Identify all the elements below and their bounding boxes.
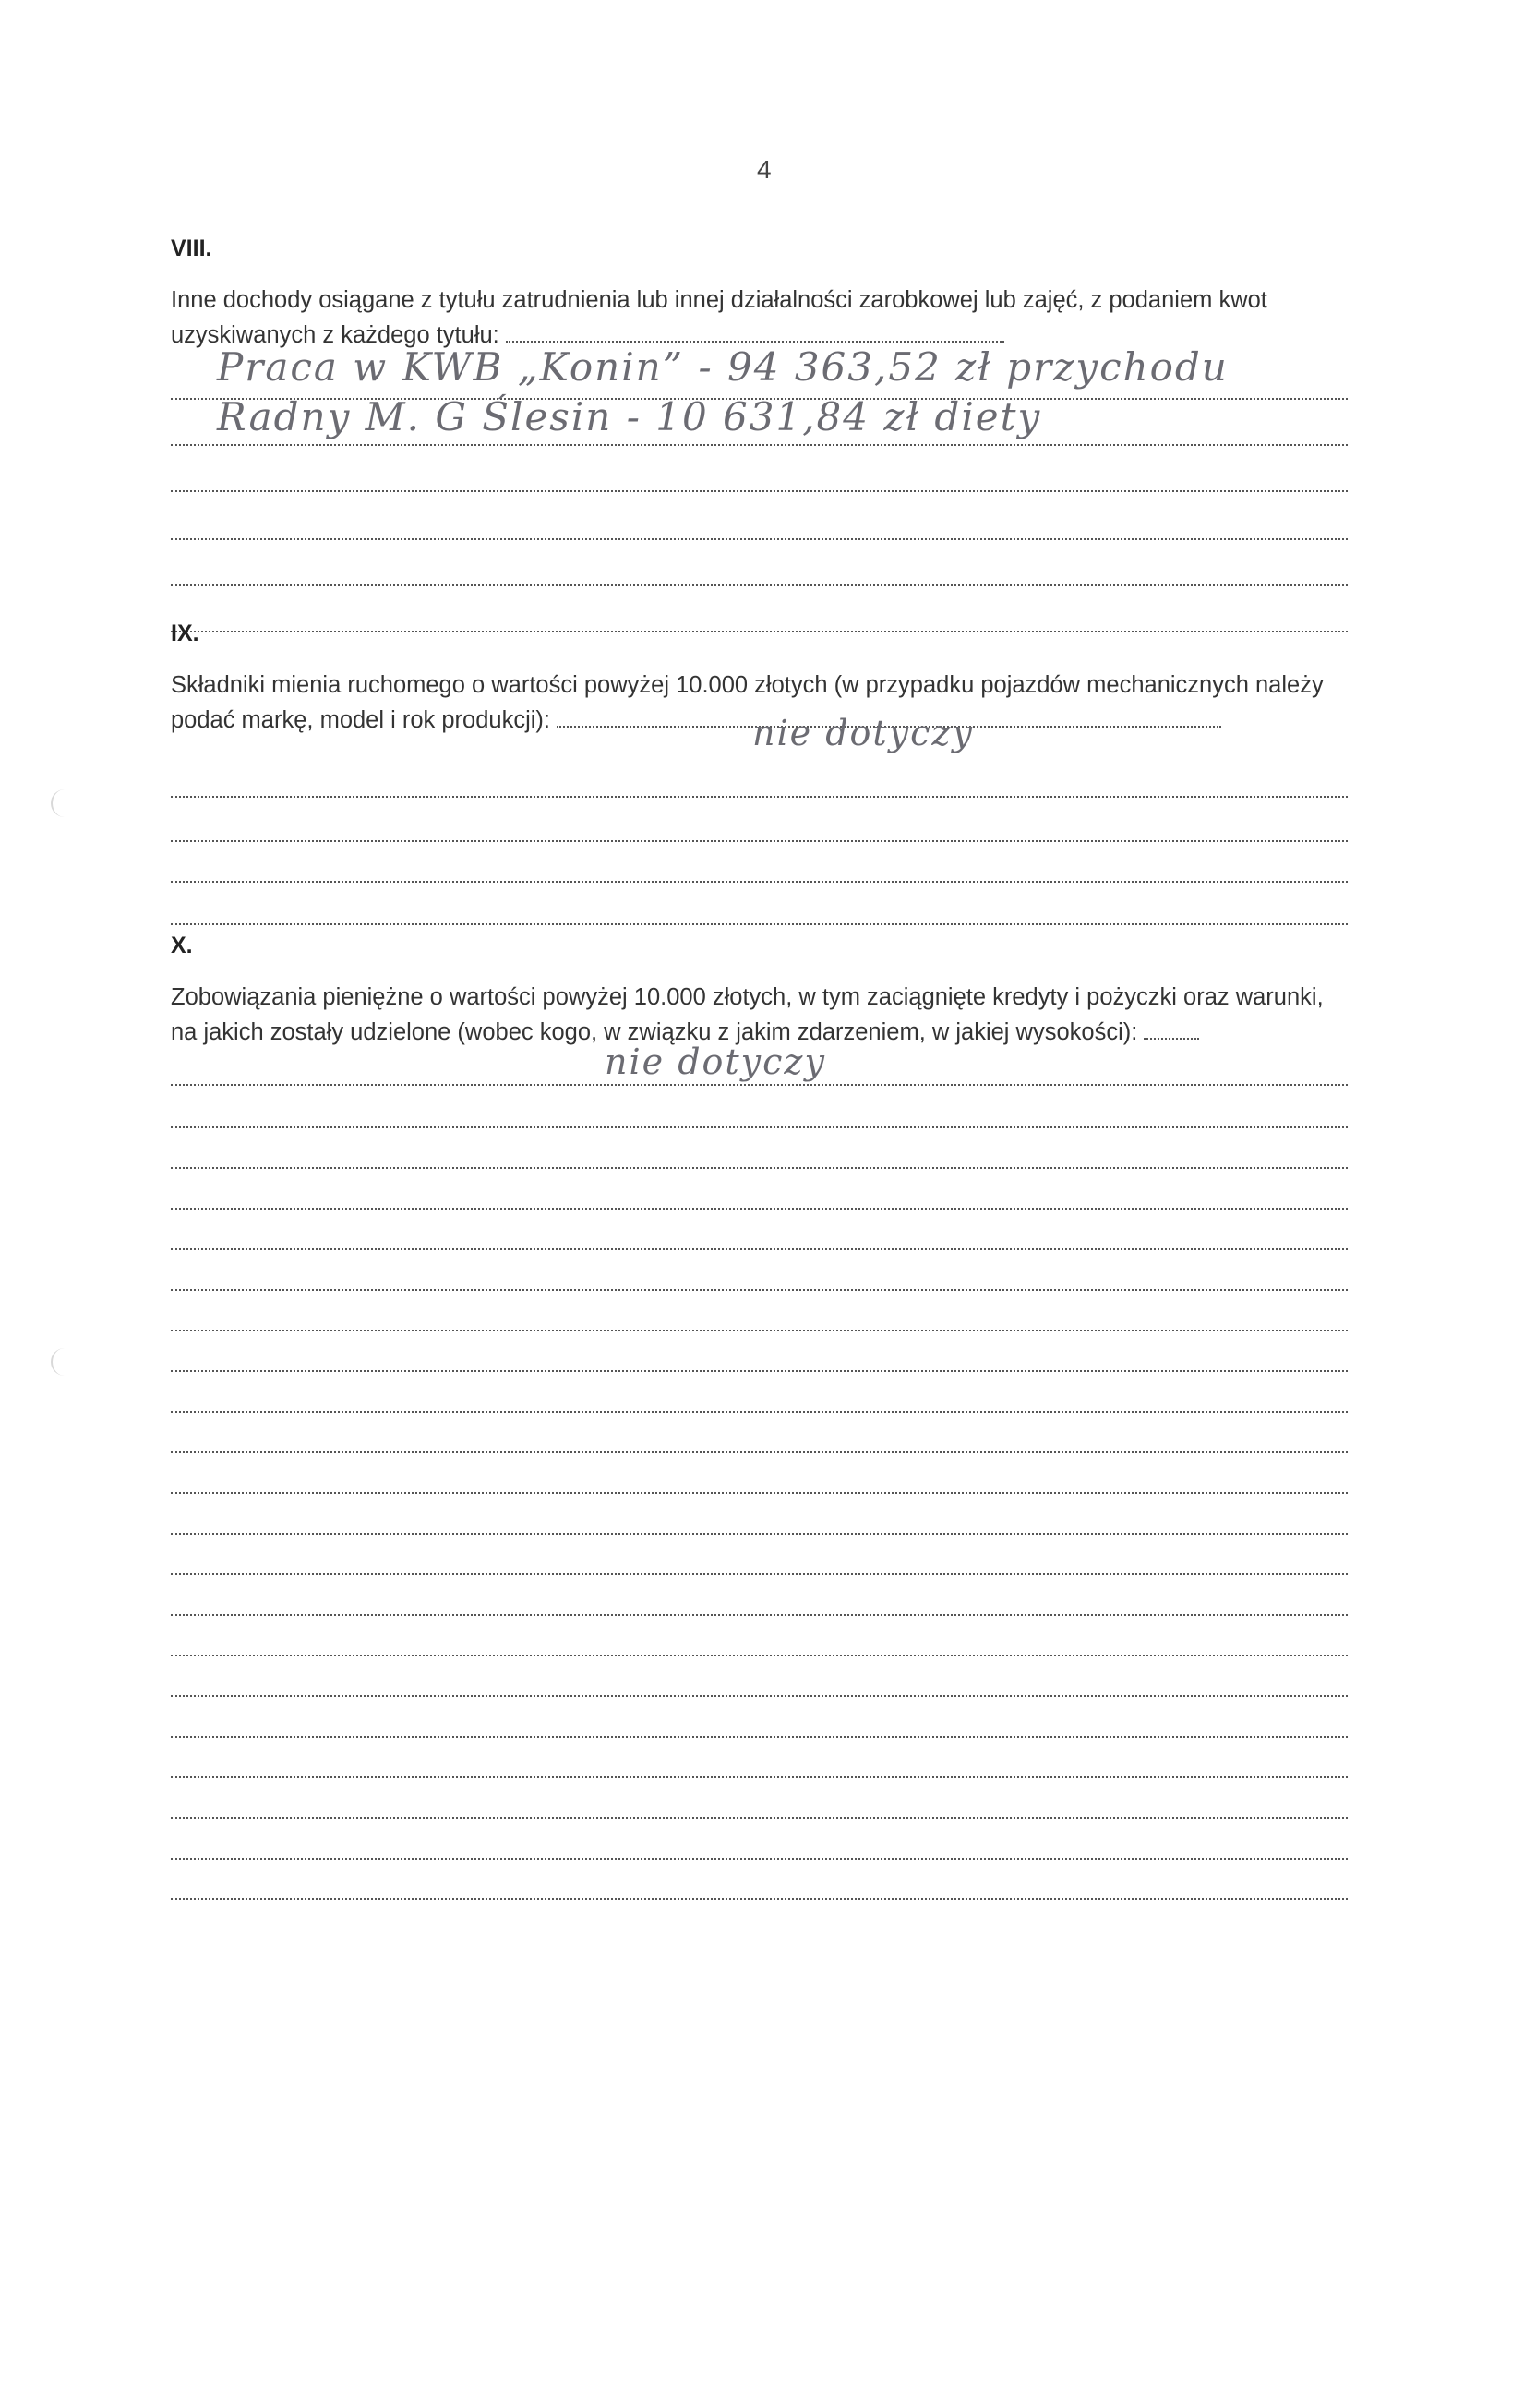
answer-line: [171, 490, 1348, 492]
section-x-heading: X.: [171, 933, 193, 958]
section-x-text: [171, 980, 1348, 1050]
section-x-question: Zobowiązania pieniężne o wartości powyżej 10.000 złotych, w tym zaciągnięte kredyty i pożyczki oraz warunki, na jakich zostały udzielone (wobec kogo, w związku z jakim zdarzeniem, w jakiej wysokości):: [171, 984, 1324, 1045]
section-ix: [171, 620, 1348, 916]
answer-line: [171, 881, 1348, 883]
answer-line: [171, 584, 1348, 586]
section-viii-question: Inne dochody osiągane z tytułu zatrudnienia lub innej działalności zarobkowej lub zajęć, z podaniem kwot uzyskiwanych z każdego tytułu:: [171, 287, 1267, 348]
section-x: [171, 933, 1348, 1902]
answer-line: [171, 1167, 1348, 1169]
page-number: 4: [757, 155, 772, 184]
answer-line: [171, 444, 1348, 446]
answer-line: [171, 1695, 1348, 1697]
scan-margin-mark: [51, 789, 71, 817]
answer-line: [171, 1898, 1348, 1900]
answer-line: [171, 1573, 1348, 1575]
section-ix-heading: IX.: [171, 620, 199, 646]
answer-line: [171, 1330, 1348, 1331]
answer-line: [171, 1655, 1348, 1656]
answer-line: [171, 1248, 1348, 1250]
answer-line: [1144, 1038, 1199, 1040]
answer-line: [171, 796, 1348, 798]
answer-line: [171, 1126, 1348, 1128]
handwritten-answer: Radny M. G Ślesin - 10 631,84 zł diety: [217, 394, 1042, 439]
answer-line: [171, 840, 1348, 842]
section-viii-text: [171, 283, 1348, 353]
answer-line: [171, 1289, 1348, 1291]
scan-margin-mark: [51, 1348, 71, 1376]
section-viii-heading: VIII.: [171, 235, 212, 261]
answer-line: [171, 1208, 1348, 1210]
answer-line: [171, 1084, 1348, 1086]
answer-line: [171, 1370, 1348, 1372]
answer-line: [171, 923, 1348, 925]
section-ix-question: Składniki mienia ruchomego o wartości powyżej 10.000 złotych (w przypadku pojazdów mechanicznych należy podać markę, model i rok produkcji):: [171, 672, 1324, 733]
answer-line: [171, 1858, 1348, 1860]
answer-line: [171, 1451, 1348, 1453]
answer-line: [171, 1492, 1348, 1494]
handwritten-answer: Praca w KWB „Konin” - 94 363,52 zł przychodu: [217, 344, 1229, 390]
answer-line: [171, 538, 1348, 540]
answer-line: [171, 1533, 1348, 1535]
handwritten-answer: nie dotyczy: [605, 1041, 826, 1082]
answer-line: [171, 1817, 1348, 1819]
answer-line: [171, 1614, 1348, 1616]
handwritten-answer: nie dotyczy: [752, 713, 974, 753]
section-viii: [171, 235, 1348, 596]
answer-line: [171, 1411, 1348, 1413]
answer-line: [506, 341, 1004, 343]
answer-line: [171, 1736, 1348, 1738]
answer-line: [171, 1776, 1348, 1778]
